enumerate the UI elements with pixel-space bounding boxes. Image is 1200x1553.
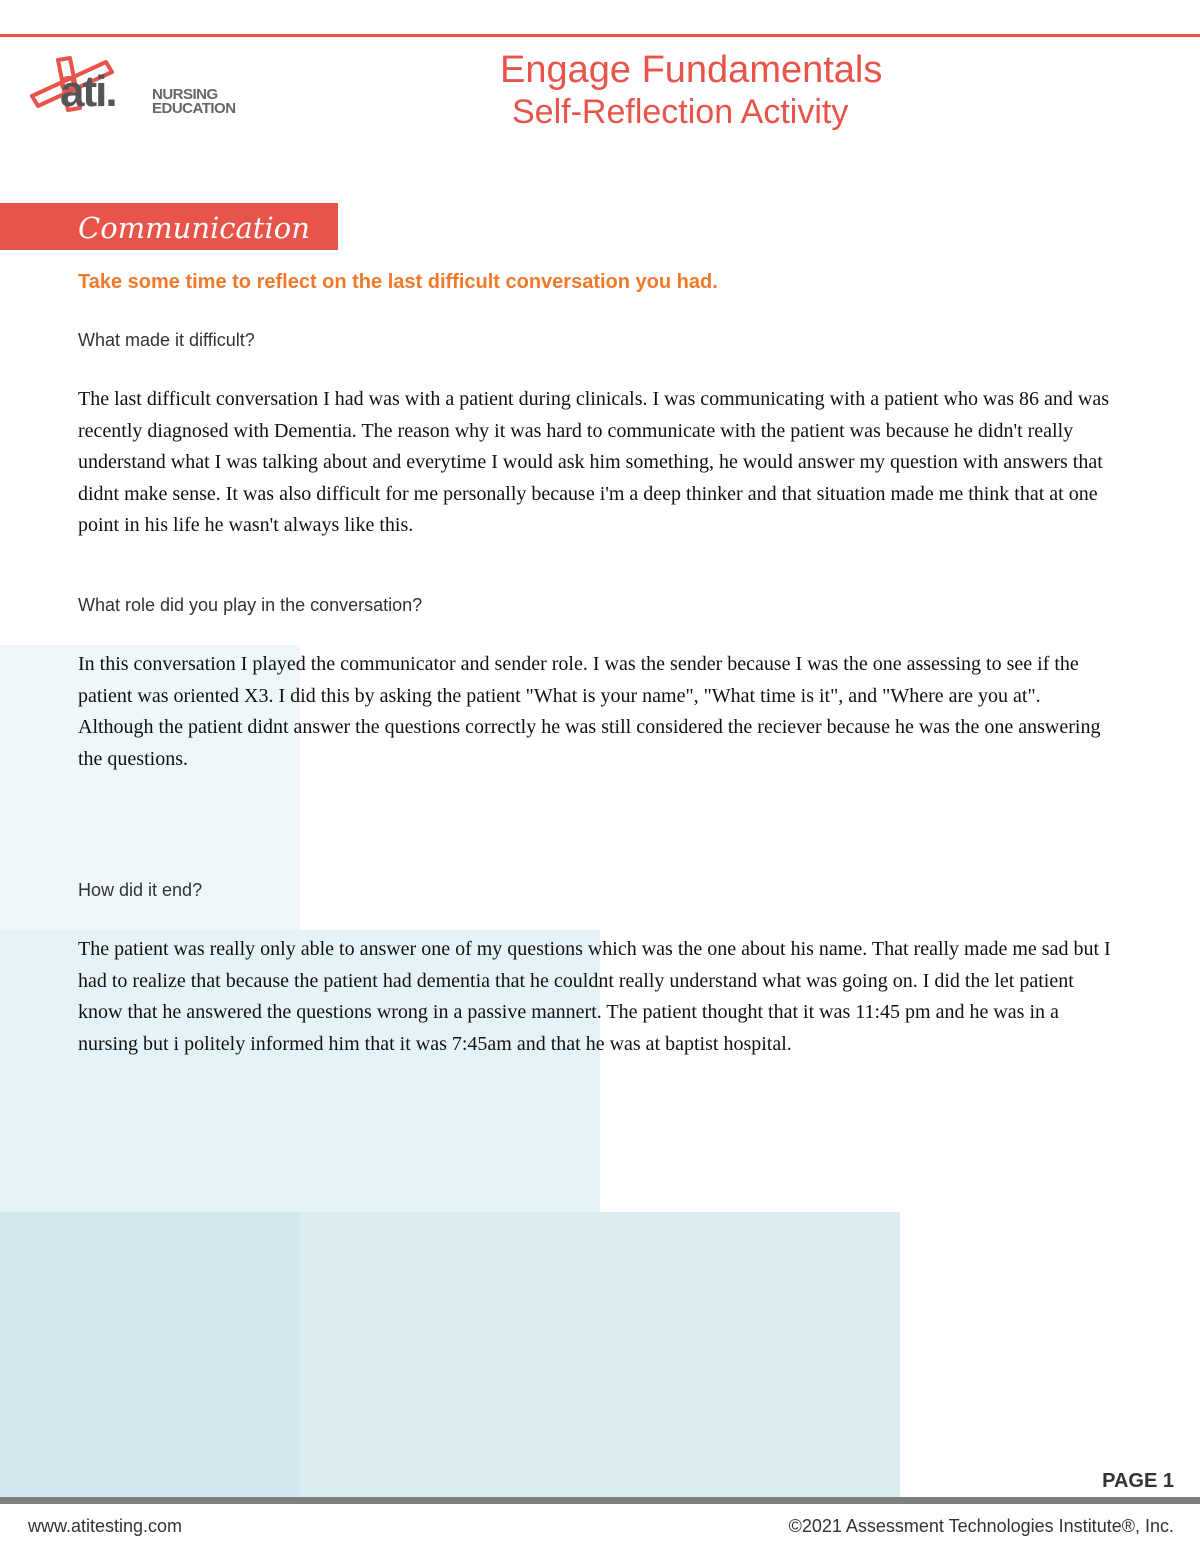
question-1: What made it difficult? <box>78 330 255 350</box>
question-3: How did it end? <box>78 880 203 900</box>
footer-url: www.atitesting.com <box>28 1516 183 1536</box>
page-subtitle: Self-Reflection Activity <box>512 93 849 131</box>
logo-line-2: EDUCATION <box>152 100 236 117</box>
footer-copyright: ©2021 Assessment Technologies Institute®, Inc. <box>788 1516 1174 1536</box>
logo-brand: ati. <box>60 67 116 116</box>
answer-1: The last difficult conversation I had was with a patient during clinicals. I was communicating with a patient who was 86 and was recently diagnosed with Dementia. The reason why it was hard to communicate with the patient was because he didn't really understand what I was talking about and everytime I would ask him something, he would answer my question with answers that didnt make sense. It was also difficult for me personally because i'm a deep thinker and that situation made me think that at one point in his life he wasn't always like this. <box>78 388 1110 536</box>
reflection-prompt: Take some time to reflect on the last difficult conversation you had. <box>78 271 718 293</box>
logo-text <box>152 88 236 116</box>
section-banner-title: Communication <box>78 211 310 245</box>
footer-rule <box>0 1497 1200 1504</box>
top-rule <box>0 34 1200 37</box>
answer-3: The patient was really only able to answer one of my questions which was the one about his name. That really made me sad but I had to realize that because the patient had dementia that he couldnt really understand what was going on. I did the let patient know that he answered the questions wrong in a passive mannert. The patient thought that it was 11:45 pm and he was in a nursing but i politely informed him that it was 7:45am and that he was at baptist hospital. <box>78 938 1111 1055</box>
page-title: Engage Fundamentals <box>500 49 883 91</box>
background-block <box>0 1212 300 1500</box>
page-number: PAGE 1 <box>1102 1470 1174 1492</box>
logo-line-1: NURSING <box>152 86 218 103</box>
question-2: What role did you play in the conversation? <box>78 595 423 615</box>
answer-2: In this conversation I played the communicator and sender role. I was the sender because I was the one assessing to see if the patient was oriented X3. I did this by asking the patient "What is your name", "What time is it", and "Where are you at". Although the patient didnt answer the questions correctly he was still considered the reciever because he was the one answering the questions. <box>78 653 1101 770</box>
